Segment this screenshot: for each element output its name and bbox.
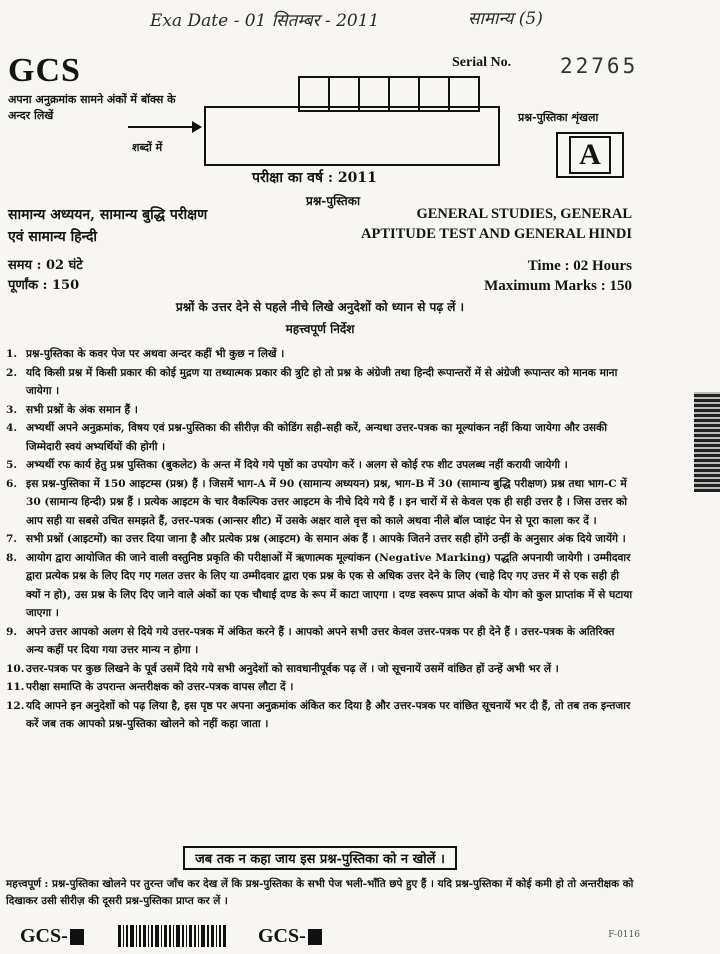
- title-hindi-line1: सामान्य अध्ययन, सामान्य बुद्धि परीक्षण: [8, 207, 208, 223]
- instruction-item: 1. प्रश्न-पुस्तिका के कवर पेज पर अथवा अन्दर कहीं भी कुछ न लिखें ।: [6, 348, 285, 360]
- arrow-line: [128, 126, 198, 128]
- roll-number-words-box[interactable]: [204, 106, 500, 166]
- paper-code: GCS: [8, 52, 81, 89]
- instruction-item: 7. सभी प्रश्नों (आइटमों) का उत्तर दिया जाना है और प्रत्येक प्रश्न (आइटम) के समान अंक हैं । आपके जितने उत्तर सही होंगे उन्हीं के अनुसार अंक दिये जायेंगे ।: [6, 533, 626, 545]
- instruction-item: 12. यदि आपने इन अनुदेशों को पढ़ लिया है, इस पृष्ठ पर अपना अनुक्रमांक अंकित कर दिया है और उत्तर-पत्रक पर वांछित सूचनायें भर दी हैं, तो तब तक इन्तजार करें जब तक आपको प्रश्न-पुस्तिका खोलने को नहीं कहा जाता ।: [6, 699, 631, 730]
- handwritten-note: सामान्य (5): [468, 9, 543, 29]
- instruction-item: 3. सभी प्रश्नों के अंक समान हैं ।: [6, 403, 138, 416]
- instruction-item: 9. अपने उत्तर आपको अलग से दिये गये उत्तर-पत्रक में अंकित करने हैं । आपको अपने सभी उत्तर केवल उत्तर-पत्रक पर ही देने हैं । उत्तर-पत्रक के अतिरिक्त अन्य कहीं पर दिया गया उत्तर मान्य न होगा ।: [6, 625, 615, 656]
- arrow-head-icon: [192, 121, 202, 133]
- title-english-line1: GENERAL STUDIES, GENERAL: [416, 206, 632, 222]
- footer-code-left: GCS-: [20, 925, 84, 948]
- exam-year: परीक्षा का वर्ष : 2011: [252, 170, 377, 186]
- instructions-heading: महत्त्वपूर्ण निर्देश: [285, 322, 355, 336]
- series-label: प्रश्न-पुस्तिका शृंखला: [518, 111, 599, 124]
- time-hindi: समय : 02 घंटे: [8, 258, 83, 273]
- marks-english: Maximum Marks : 150: [484, 278, 632, 294]
- page-mark: F-0116: [608, 930, 640, 940]
- instructions-list: [6, 345, 634, 734]
- time-english: Time : 02 Hours: [527, 258, 632, 274]
- instruction-item: 5. अभ्यर्थी रफ कार्य हेतु प्रश्न पुस्तिका (बुकलेट) के अन्त में दिये गये पृष्ठों का उपयोग करें । अलग से कोई रफ शीट उपलब्ध नहीं करायी जायेगी ।: [6, 459, 568, 471]
- footer-code-right: GCS-: [258, 925, 322, 948]
- roll-words-label: शब्दों में: [132, 141, 163, 154]
- title-english-line2: APTITUDE TEST AND GENERAL HINDI: [360, 226, 632, 242]
- series-square-icon: [308, 929, 322, 945]
- roll-digits-label: अपना अनुक्रमांक सामने अंकों में बॉक्स के अन्दर लिखें: [8, 93, 176, 122]
- serial-label: Serial No.: [452, 55, 512, 70]
- instruction-item: 8. आयोग द्वारा आयोजित की जाने वाली वस्तुनिष्ठ प्रकृति की परीक्षाओं में ऋणात्मक मूल्यांकन (Negative Marking) पद्धति अपनायी जायेगी । उम्मीदवार द्वारा प्रत्येक प्रश्न के लिए दिए गए गलत उत्तर के लिए या उम्मीदवार द्वारा एक प्रश्न के एक से अधिक उत्तर देने के लिए (चाहे दिए गए उत्तर में से एक सही ही क्यों न हो), उस प्रश्न के लिए दिए जाने वाले अंकों का एक चौथाई दण्ड के रूप में काटा जाएगा । दण्ड स्वरूप प्राप्त अंकों के योग को कुल प्राप्तांक में से घटाया जाएगा ।: [6, 551, 633, 619]
- booklet-label: प्रश्न-पुस्तिका: [306, 194, 361, 208]
- instruction-item: 4. अभ्यर्थी अपने अनुक्रमांक, विषय एवं प्रश्न-पुस्तिका की सीरीज़ की कोडिंग सही-सही करें, अन्यथा उत्तर-पत्रक का मूल्यांकन नहीं किया जायेगा और उसकी जिम्मेदारी स्वयं अभ्यर्थियों की होगी ।: [6, 422, 607, 453]
- do-not-open-banner: जब तक न कहा जाय इस प्रश्न-पुस्तिका को न खोलें ।: [183, 846, 457, 870]
- important-note: महत्त्वपूर्ण : प्रश्न-पुस्तिका खोलने पर तुरन्त जाँच कर देख लें कि प्रश्न-पुस्तिका के सभी पेज भली-भाँति छपे हुए हैं । यदि प्रश्न-पुस्तिका में कोई कमी हो तो अन्तरीक्षक को दिखाकर उसी सीरीज़ की दूसरी प्रश्न-पुस्तिका प्राप्त कर लें ।: [6, 878, 634, 907]
- barcode: [118, 925, 228, 947]
- series-square-icon: [70, 929, 84, 945]
- instruction-item: 11. परीक्षा समाप्ति के उपरान्त अन्तरीक्षक को उत्तर-पत्रक वापस लौटा दें ।: [6, 681, 294, 693]
- instruction-item: 2. यदि किसी प्रश्न में किसी प्रकार की कोई मुद्रण या तथ्यात्मक प्रकार की त्रुटि हो तो प्रश्न के अंग्रेजी तथा हिन्दी रूपान्तरों में से अंग्रेजी रूपान्तर को मानक माना जायेगा ।: [6, 366, 618, 397]
- instruction-item: 10. उत्तर-पत्रक पर कुछ लिखने के पूर्व उसमें दिये गये सभी अनुदेशों को सावधानीपूर्वक पढ़ लें । जो सूचनायें उसमें वांछित हों उन्हें अभी भर लें ।: [6, 662, 559, 675]
- banner-wrap: [0, 846, 640, 870]
- handwritten-exam-date: Exa Date - 01 सितम्बर - 2011: [150, 11, 380, 31]
- series-box: [556, 132, 624, 178]
- series-value: A: [569, 136, 611, 174]
- title-hindi-line2: एवं सामान्य हिन्दी: [8, 229, 98, 245]
- instruction-item: 6. इस प्रश्न-पुस्तिका में 150 आइटम्स (प्रश्न) हैं । जिसमें भाग-A में 90 (सामान्य अध्ययन) प्रश्न, भाग-B में 30 (सामान्य बुद्धि परीक्षण) प्रश्न तथा भाग-C में 30 (सामान्य हिन्दी) प्रश्न हैं । प्रत्येक आइटम के चार वैकल्पिक उत्तर आइटम के नीचे दिये गये हैं । इन चारों में से केवल एक ही सही उत्तर है । जिस उत्तर को आप सही या सबसे उचित समझते हैं, उत्तर-पत्रक (आन्सर शीट) में उसके अक्षर वाले वृत्त को काले अथवा नीले बॉल प्वाइंट पेन से पूरा काला कर दें ।: [6, 477, 628, 527]
- instructions-intro: प्रश्नों के उत्तर देने से पहले नीचे लिखे अनुदेशों को ध्यान से पढ़ लें ।: [175, 300, 465, 314]
- edge-mark: [694, 392, 720, 492]
- marks-hindi: पूर्णांक : 150: [8, 278, 80, 293]
- serial-number: 22765: [560, 54, 639, 78]
